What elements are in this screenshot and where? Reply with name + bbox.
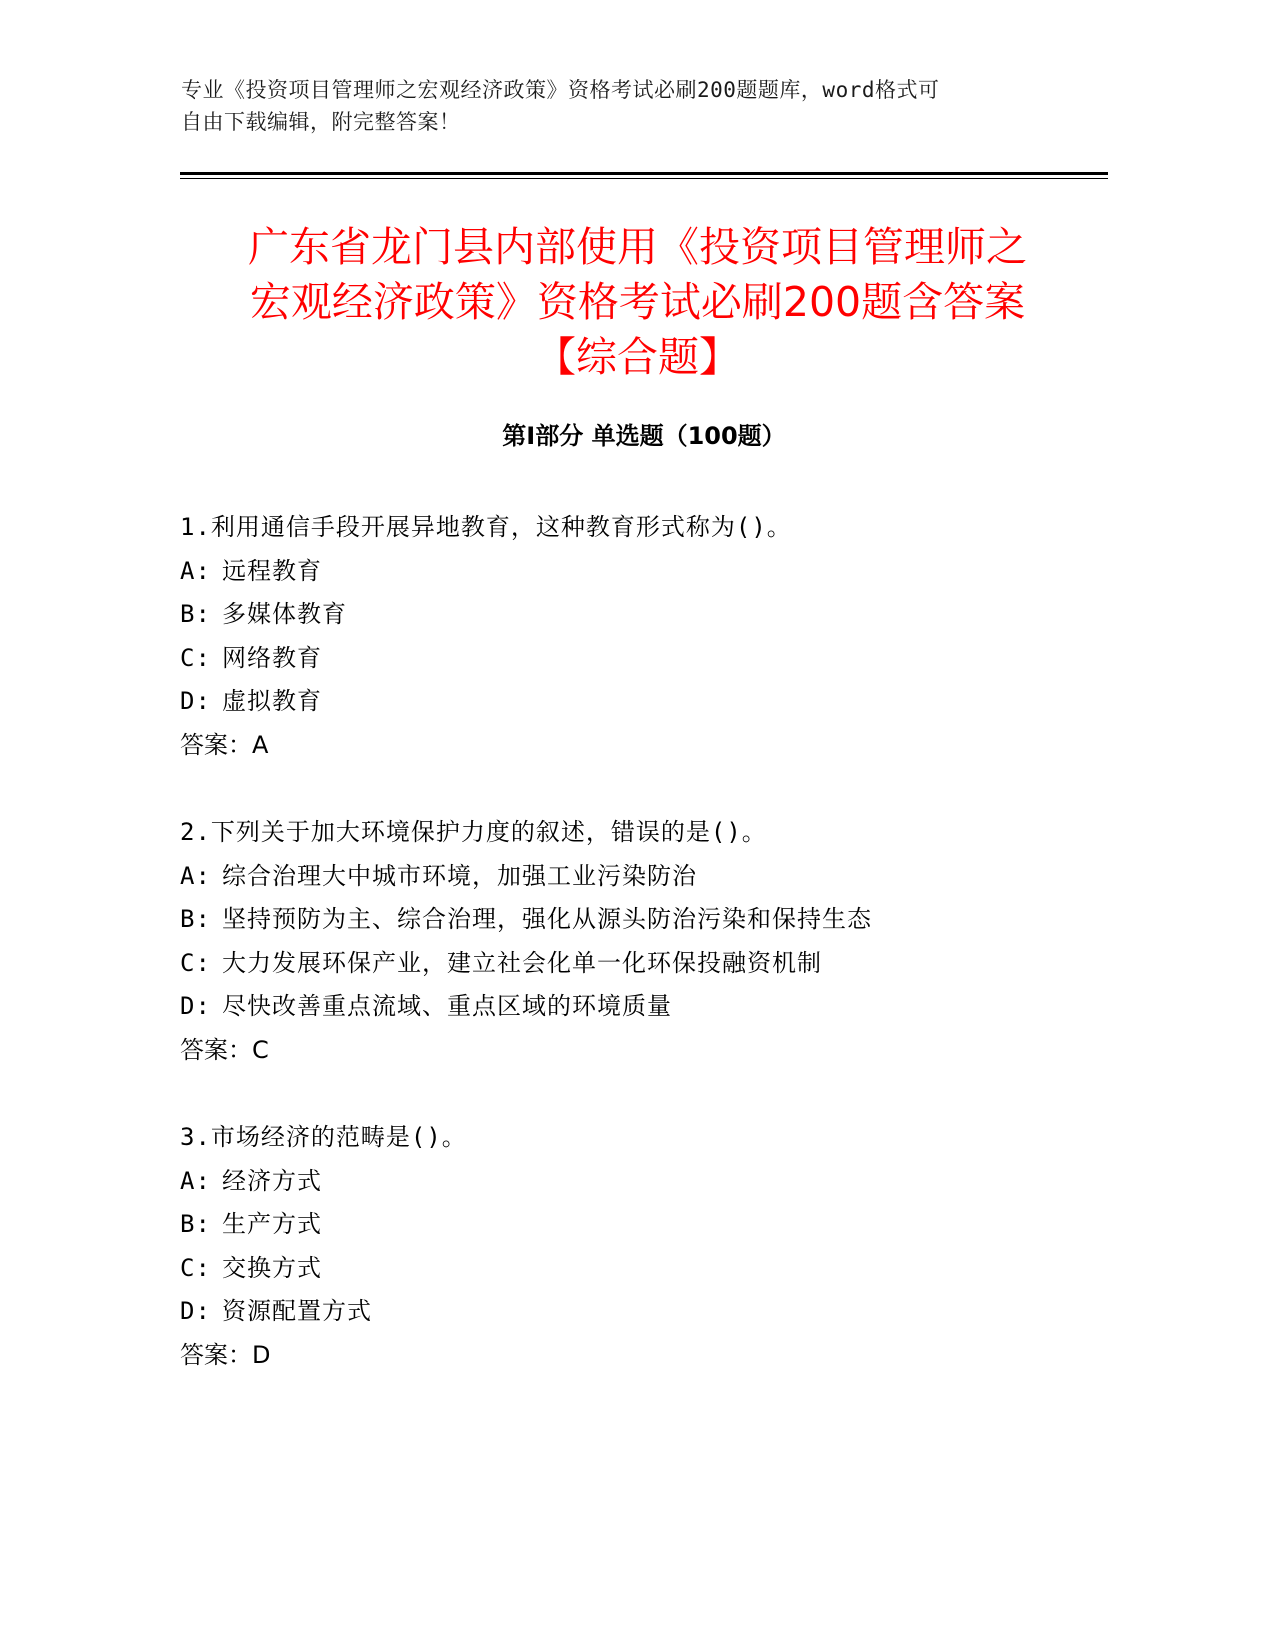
document-title-line: 【综合题】 xyxy=(535,333,740,381)
option-text: 生产方式 xyxy=(222,1210,322,1238)
question-stem: 3.市场经济的范畴是()。 xyxy=(180,1123,467,1151)
question-stem: 1.利用通信手段开展异地教育，这种教育形式称为()。 xyxy=(180,513,792,541)
question-option xyxy=(180,898,1108,942)
option-key: C: xyxy=(180,643,211,672)
question-item xyxy=(180,1116,1108,1377)
option-key: B: xyxy=(180,1210,211,1238)
question-answer: 答案：C xyxy=(180,1035,269,1064)
option-text: 多媒体教育 xyxy=(222,600,347,628)
document-title xyxy=(170,220,1105,385)
header-divider-thin xyxy=(180,178,1108,179)
question-option xyxy=(180,1247,1108,1291)
question-stem: 2.下列关于加大环境保护力度的叙述，错误的是()。 xyxy=(180,818,767,846)
option-key: B: xyxy=(180,905,211,933)
header-divider-thick xyxy=(180,172,1108,175)
option-key: A: xyxy=(180,556,211,585)
option-text: 尽快改善重点流域、重点区域的环境质量 xyxy=(222,992,672,1020)
section-title: 第Ⅰ部分 单选题（100题） xyxy=(502,422,786,450)
option-key: D: xyxy=(180,1297,211,1325)
question-answer: 答案：D xyxy=(180,1340,271,1369)
option-text: 网络教育 xyxy=(222,643,322,672)
question-option xyxy=(180,637,1108,681)
document-title-line: 宏观经济政策》资格考试必刷200题含答案 xyxy=(249,278,1026,326)
option-text: 大力发展环保产业，建立社会化单一化环保投融资机制 xyxy=(222,948,822,977)
option-text: 资源配置方式 xyxy=(222,1297,372,1325)
header-note-line: 自由下载编辑，附完整答案！ xyxy=(181,110,461,134)
question-option xyxy=(180,1160,1108,1204)
option-key: D: xyxy=(180,687,211,715)
document-title-line: 广东省龙门县内部使用《投资项目管理师之 xyxy=(248,223,1027,271)
option-text: 虚拟教育 xyxy=(222,687,322,715)
question-option xyxy=(180,1290,1108,1334)
header-note-line: 专业《投资项目管理师之宏观经济政策》资格考试必刷200题题库，word格式可 xyxy=(181,78,940,102)
question-option xyxy=(180,593,1108,637)
option-key: A: xyxy=(180,1166,211,1195)
option-key: C: xyxy=(180,1253,211,1282)
header-note xyxy=(181,74,1061,138)
question-option xyxy=(180,680,1108,724)
question-option xyxy=(180,985,1108,1029)
option-text: 远程教育 xyxy=(222,556,322,585)
question-list xyxy=(180,506,1108,1421)
question-item xyxy=(180,506,1108,767)
option-key: B: xyxy=(180,600,211,628)
option-key: A: xyxy=(180,861,211,890)
question-option xyxy=(180,1203,1108,1247)
option-text: 经济方式 xyxy=(222,1166,322,1195)
question-option xyxy=(180,855,1108,899)
question-item xyxy=(180,811,1108,1072)
option-key: C: xyxy=(180,948,211,977)
question-option xyxy=(180,550,1108,594)
question-option xyxy=(180,942,1108,986)
option-text: 坚持预防为主、综合治理，强化从源头防治污染和保持生态 xyxy=(222,905,872,933)
option-key: D: xyxy=(180,992,211,1020)
question-answer: 答案：A xyxy=(180,730,269,759)
option-text: 交换方式 xyxy=(222,1253,322,1282)
option-text: 综合治理大中城市环境，加强工业污染防治 xyxy=(222,861,697,890)
